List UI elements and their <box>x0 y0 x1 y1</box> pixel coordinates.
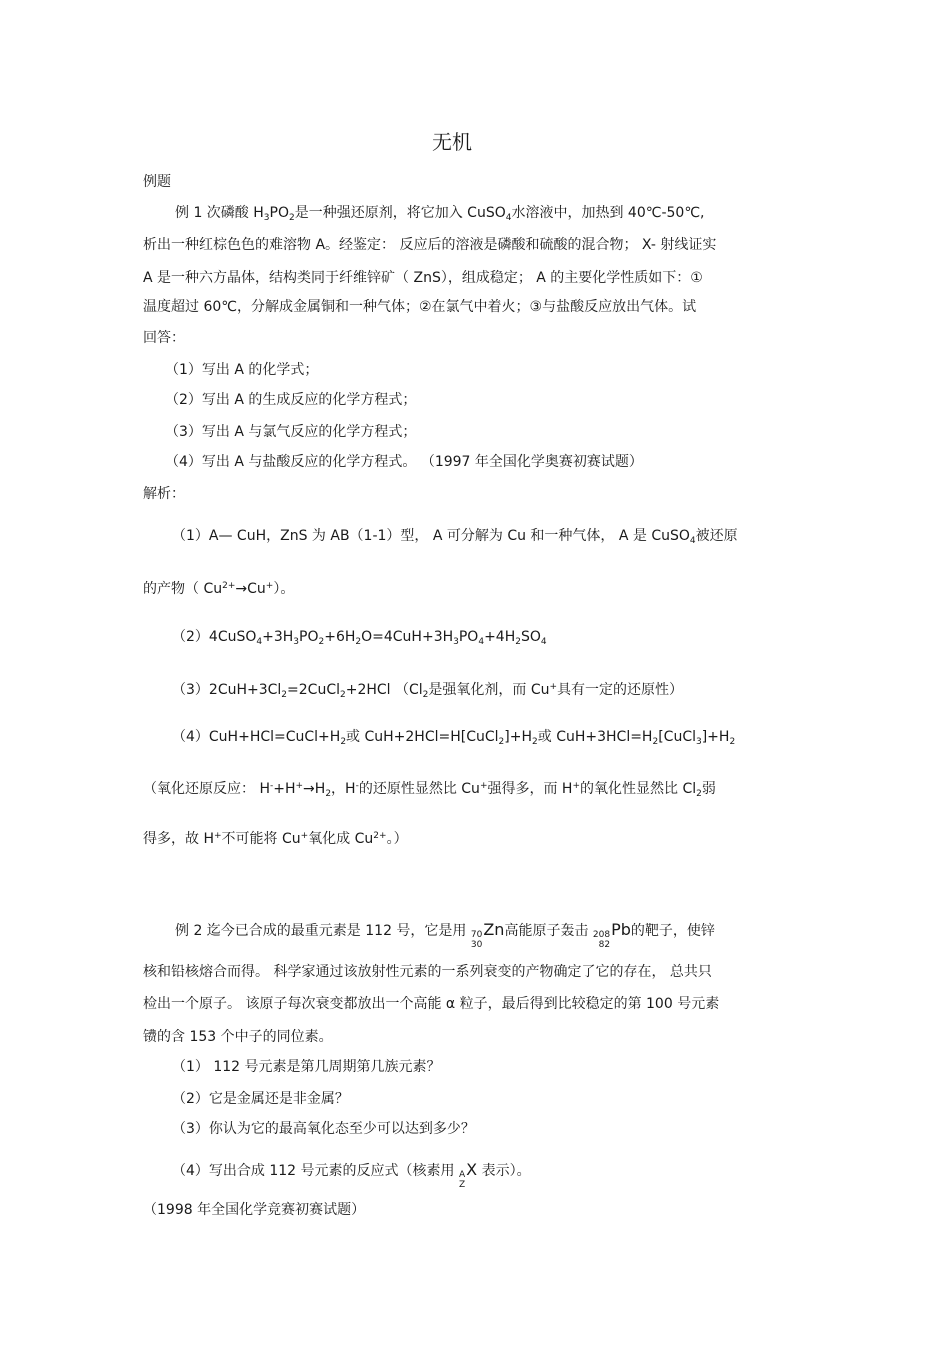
example-2-question-2: （2）它是金属还是非金属？ <box>172 1091 349 1107</box>
example-1-line-1: 例 1 次磷酸 $H_3PO_2$是一种强还原剂，将它加入 CuSO$_4$水溶液中，加热到 40℃-50℃, <box>175 205 705 223</box>
example-1-question-4: （4）写出 A 与盐酸反应的化学方程式。 （1997 年全国化学奥赛初赛试题） <box>165 454 643 470</box>
example-2-question-3: （3）你认为它的最高氧化态至少可以达到多少？ <box>172 1121 475 1137</box>
generic-nuclide: A Z X <box>458 1160 478 1190</box>
example-1-line-2: 析出一种红棕色色的难溶物 A。经鉴定： 反应后的溶液是磷酸和硫酸的混合物； X- 射线证实 <box>143 237 717 253</box>
answer-2: $(2)4CuSO_4+3H_3PO_2+6H_2O=4CuH+3H_3PO_4+4H_2SO_4$ <box>172 629 547 647</box>
answer-1-line-1: （1）A— CuH，ZnS 为 AB（1-1）型， A 可分解为 Cu 和一种气体， A 是 CuSO$_4$被还原 <box>172 528 738 546</box>
answer-1-line-2: 的产物（ $Cu^{2+}\to Cu^+$）。 <box>143 581 295 597</box>
answer-4: $(4)CuH+HCl=CuCl+H_2$或 $CuH+2HCl=H[CuCl_2]+H_2$或 $CuH+3HCl=H_2[CuCl_3]+H_2$ <box>172 729 736 747</box>
example-2-line-3: 检出一个原子。 该原子每次衰变都放出一个高能 α 粒子，最后得到比较稳定的第 100 号元素 <box>143 996 720 1012</box>
example-1-question-1: （1）写出 A 的化学式； <box>165 362 319 378</box>
answer-note-line-2: 得多，故 H+不可能将 Cu+氧化成 $Cu^{2+}$。） <box>143 831 408 847</box>
example-2-line-2: 核和铅核熔合而得。 科学家通过该放射性元素的一系列衰变的产物确定了它的存在， 总共只 <box>143 964 712 980</box>
example-2-question-4: （4）写出合成 112 号元素的反应式（核素用 A Z X 表示）。 <box>172 1160 531 1190</box>
answer-note-line-1: （氧化还原反应： $H^-+H^+\to H_2$，H-的还原性显然比 Cu+强得多，而 H+的氧化性显然比 $Cl_2$弱 <box>143 781 716 799</box>
page-title: 无机 <box>432 130 472 154</box>
example-2-line-4: 镄的含 153 个中子的同位素。 <box>143 1029 333 1045</box>
analysis-label: 解析： <box>143 486 185 502</box>
answer-3: $(3)2CuH+3Cl_2=2CuCl_2+2HCl$ （$Cl_2$是强氧化剂，而 Cu+具有一定的还原性） <box>172 682 684 700</box>
zinc-nuclide: 70 30 Zn <box>470 920 505 950</box>
example-2-line-1: 例 2 迄今已合成的最重元素是 112 号，它是用 70 30 Zn高能原子轰击 208 82 Pb的靶子，使锌 <box>175 920 715 950</box>
example-1-question-2: （2）写出 A 的生成反应的化学方程式； <box>165 392 417 408</box>
example-2-source: （1998 年全国化学竞赛初赛试题） <box>143 1202 366 1218</box>
example-1-line-4: 温度超过 60℃，分解成金属铜和一种气体；②在氯气中着火；③与盐酸反应放出气体。试 <box>143 299 697 315</box>
lead-nuclide: 208 82 Pb <box>592 920 631 950</box>
example-1-question-3: （3）写出 A 与氯气反应的化学方程式； <box>165 424 417 440</box>
example-1-line-3: A 是一种六方晶体，结构类同于纤维锌矿（ ZnS），组成稳定； A 的主要化学性质如下：① <box>143 270 703 286</box>
section-label: 例题 <box>143 174 171 190</box>
example-2-question-1: （1） 112 号元素是第几周期第几族元素？ <box>172 1059 441 1075</box>
example-1-line-5: 回答： <box>143 330 185 346</box>
